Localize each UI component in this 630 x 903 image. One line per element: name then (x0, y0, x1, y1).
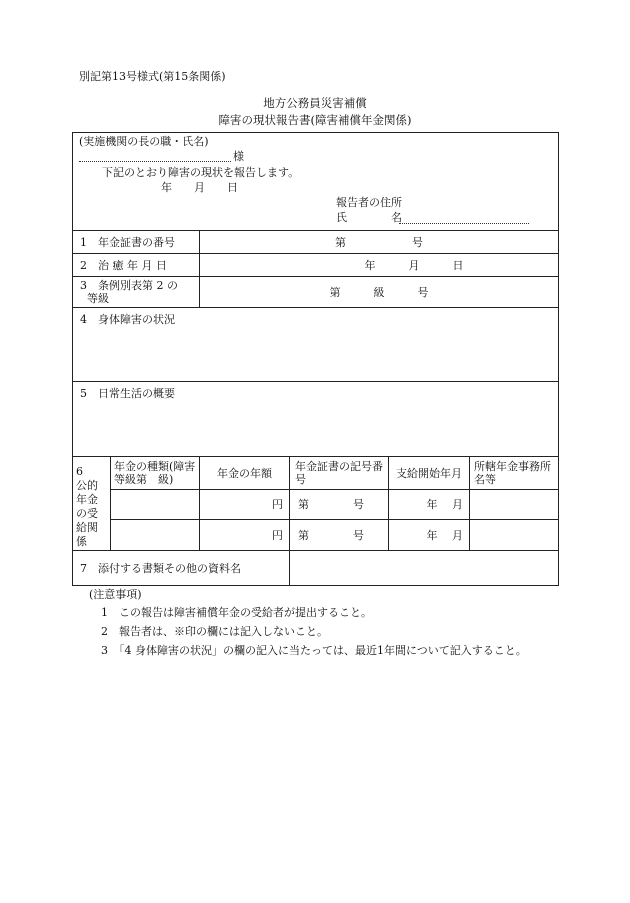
pension-row (73, 520, 559, 551)
public-pension-section-label: 6 公的 年金 の受 給関 係 (73, 457, 111, 551)
pension-office-field[interactable] (470, 520, 559, 551)
addressee-section (73, 133, 559, 231)
attached-documents-field[interactable] (290, 551, 559, 586)
healing-date-label: 2 治 癒 年 月 日 (73, 254, 200, 277)
reporter-name-dotted-line[interactable] (399, 211, 529, 224)
note-2: 2 報告者は、※印の欄には記入しないこと。 (101, 625, 328, 638)
disability-grade-field[interactable]: 第 級 号 (200, 277, 559, 308)
daily-life-overview-field[interactable] (73, 382, 559, 457)
report-form-table (72, 132, 559, 586)
annual-amount-header: 年金の年額 (200, 457, 290, 490)
report-statement: 下記のとおり障害の現状を報告します。 (102, 166, 300, 179)
reporter-name-label: 氏 名 (336, 211, 402, 224)
pension-type-field[interactable] (111, 520, 200, 551)
pension-office-field[interactable] (470, 490, 559, 520)
attached-documents-label: 7 添付する書類その他の資料名 (73, 551, 290, 586)
title-sub: 障害の現状報告書(障害補償年金関係) (218, 113, 412, 127)
daily-life-overview-label: 5 日常生活の概要 (80, 387, 175, 400)
report-date: 年 月 日 (161, 181, 238, 194)
sama-label: 様 (233, 150, 244, 163)
annual-amount-field[interactable]: 円 (200, 490, 290, 520)
payment-start-field[interactable]: 年 月 (389, 520, 470, 551)
note-3: 3 「4 身体障害の状況」の欄の記入に当たっては、最近1年間について記入すること。 (101, 644, 527, 657)
pension-row (73, 490, 559, 520)
physical-disability-status-field[interactable] (73, 308, 559, 382)
addressee-dotted-line[interactable] (79, 150, 231, 162)
certificate-code-field[interactable]: 第 号 (290, 490, 389, 520)
pension-certificate-number-label: 1 年金証書の番号 (73, 231, 200, 254)
pension-certificate-number-field[interactable]: 第 号 (200, 231, 559, 254)
note-1: 1 この報告は障害補償年金の受給者が提出すること。 (101, 606, 372, 619)
payment-start-field[interactable]: 年 月 (389, 490, 470, 520)
pension-office-header: 所轄年金事務所名等 (470, 457, 559, 490)
healing-date-field[interactable]: 年 月 日 (200, 254, 559, 277)
title-main: 地方公務員災害補償 (263, 96, 367, 110)
certificate-code-field[interactable]: 第 号 (290, 520, 389, 551)
payment-start-header: 支給開始年月 (389, 457, 470, 490)
pension-type-field[interactable] (111, 490, 200, 520)
pension-type-header: 年金の種類(障害等級第 級) (111, 457, 200, 490)
reporter-address-label: 報告者の住所 (336, 196, 402, 209)
notes-heading: (注意事項) (89, 588, 142, 601)
physical-disability-status-label: 4 身体障害の状況 (80, 313, 175, 326)
form-number: 別記第13号様式(第15条関係) (79, 70, 226, 83)
annual-amount-field[interactable]: 円 (200, 520, 290, 551)
certificate-code-header: 年金証書の記号番号 (290, 457, 389, 490)
disability-grade-label: 3 条例別表第 2 の 等級 (73, 277, 200, 308)
addressee-label: (実施機関の長の職・氏名) (79, 135, 209, 148)
